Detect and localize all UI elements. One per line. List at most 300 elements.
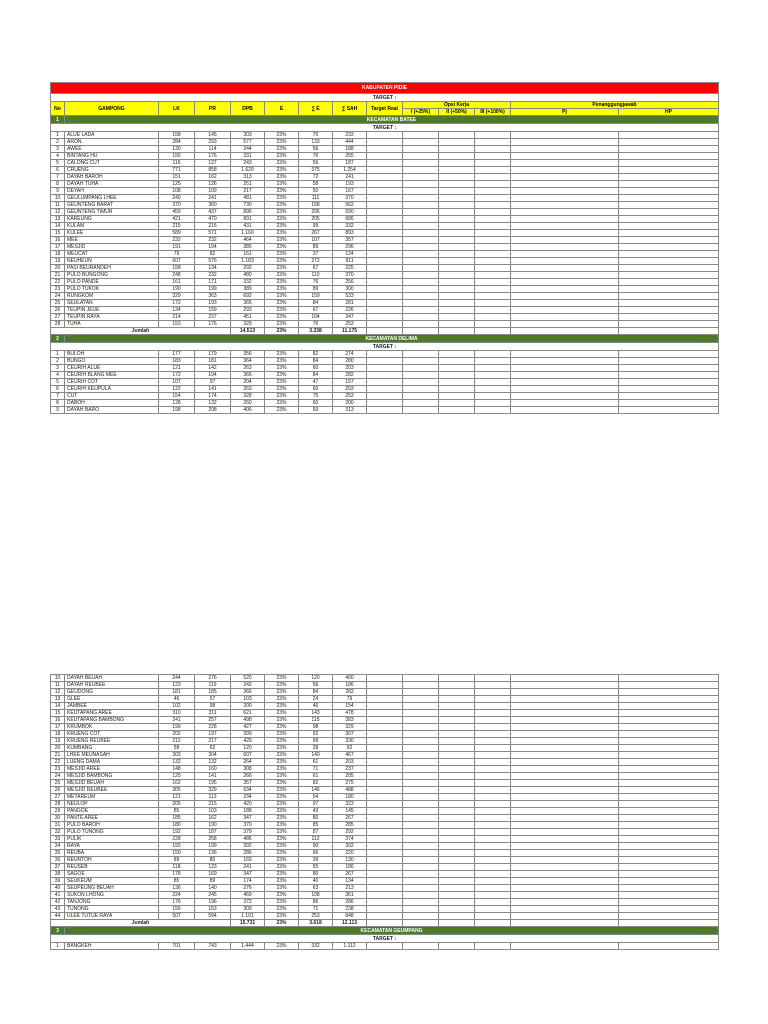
sum-sah-value: 374 <box>333 836 367 843</box>
opsi-2-cell <box>439 864 475 871</box>
sum-sah-value: 302 <box>333 843 367 850</box>
e-percent: 23% <box>265 202 299 209</box>
row-no: 15 <box>51 230 65 237</box>
gampong-name: PULO TUNONG <box>65 829 159 836</box>
gampong-name: JAMBEE <box>65 703 159 710</box>
hp-cell <box>619 738 719 745</box>
table-row <box>51 286 719 293</box>
target-label: TARGET : <box>51 94 719 102</box>
gampong-name: MESJID REUBEE <box>65 787 159 794</box>
hp-cell <box>619 864 719 871</box>
table-row <box>51 407 719 414</box>
opsi-3-cell <box>475 258 511 265</box>
sum-sah-value: 280 <box>333 358 367 365</box>
e-percent: 23% <box>265 878 299 885</box>
hp-cell <box>619 393 719 400</box>
empty-cell <box>439 328 475 335</box>
table-row <box>51 829 719 836</box>
dpb-value: 347 <box>231 815 265 822</box>
sum-sah-value: 267 <box>333 815 367 822</box>
opsi-1-cell <box>403 300 439 307</box>
sum-e-value: 332 <box>299 943 333 950</box>
row-no: 24 <box>51 293 65 300</box>
header-opsi-1: I (+25%) <box>403 109 439 116</box>
table-row <box>51 153 719 160</box>
sum-sah-value: 187 <box>333 160 367 167</box>
gampong-name: KRUENG COT <box>65 731 159 738</box>
opsi-2-cell <box>439 745 475 752</box>
opsi-3-cell <box>475 358 511 365</box>
row-no: 2 <box>51 358 65 365</box>
target-real-cell <box>367 717 403 724</box>
sum-e-value: 89 <box>299 244 333 251</box>
gampong-name: GEUNTENG TIMUR <box>65 209 159 216</box>
pj-cell <box>511 696 619 703</box>
row-no: 23 <box>51 766 65 773</box>
gampong-name: TANJONG <box>65 899 159 906</box>
hp-cell <box>619 216 719 223</box>
target-real-cell <box>367 696 403 703</box>
header-opsi-3: III (+100%) <box>475 109 511 116</box>
lk-value: 181 <box>159 689 195 696</box>
sum-e-value: 61 <box>299 759 333 766</box>
opsi-2-cell <box>439 386 475 393</box>
opsi-3-cell <box>475 780 511 787</box>
lk-value: 158 <box>159 132 195 139</box>
hp-cell <box>619 794 719 801</box>
pj-cell <box>511 731 619 738</box>
sum-sah-value: 188 <box>333 146 367 153</box>
gampong-name: GEUNTENG BARAT <box>65 202 159 209</box>
opsi-3-cell <box>475 307 511 314</box>
gampong-name: NEUHEUN <box>65 258 159 265</box>
table-row <box>51 358 719 365</box>
opsi-2-cell <box>439 153 475 160</box>
lk-value: 284 <box>159 139 195 146</box>
gampong-name: KULAM <box>65 223 159 230</box>
pr-value: 171 <box>195 279 231 286</box>
pj-cell <box>511 780 619 787</box>
hp-cell <box>619 829 719 836</box>
gampong-name: PULO BUNGONG <box>65 272 159 279</box>
dpb-value: 464 <box>231 237 265 244</box>
opsi-2-cell <box>439 906 475 913</box>
opsi-1-cell <box>403 822 439 829</box>
lk-value: 370 <box>159 202 195 209</box>
dpb-value: 293 <box>231 307 265 314</box>
sum-e-value: 75 <box>299 393 333 400</box>
sum-sah-value: 167 <box>333 188 367 195</box>
opsi-2-cell <box>439 365 475 372</box>
opsi-3-cell <box>475 272 511 279</box>
sum-sah-value: 323 <box>333 801 367 808</box>
row-no: 13 <box>51 696 65 703</box>
pj-cell <box>511 773 619 780</box>
pr-value: 228 <box>195 724 231 731</box>
lk-value: 701 <box>159 943 195 950</box>
gampong-name: TEUPIN JEUE <box>65 307 159 314</box>
sum-sah-value: 383 <box>333 717 367 724</box>
sum-e-value: 99 <box>299 223 333 230</box>
e-percent: 23% <box>265 351 299 358</box>
opsi-1-cell <box>403 710 439 717</box>
opsi-1-cell <box>403 682 439 689</box>
sum-e-value: 67 <box>299 265 333 272</box>
kecamatan-row <box>51 116 719 124</box>
opsi-2-cell <box>439 801 475 808</box>
pj-cell <box>511 351 619 358</box>
hp-cell <box>619 400 719 407</box>
dpb-value: 1.160 <box>231 230 265 237</box>
table-row <box>51 843 719 850</box>
target-real-cell <box>367 209 403 216</box>
opsi-3-cell <box>475 850 511 857</box>
target-label: TARGET : <box>51 935 719 943</box>
opsi-2-cell <box>439 321 475 328</box>
gampong-name: DAYAH BEUAH <box>65 675 159 682</box>
hp-cell <box>619 899 719 906</box>
opsi-3-cell <box>475 188 511 195</box>
hp-cell <box>619 906 719 913</box>
hp-cell <box>619 787 719 794</box>
opsi-3-cell <box>475 906 511 913</box>
row-no: 21 <box>51 752 65 759</box>
table-row <box>51 167 719 174</box>
e-percent: 23% <box>265 209 299 216</box>
lk-value: 192 <box>159 829 195 836</box>
opsi-3-cell <box>475 943 511 950</box>
target-real-cell <box>367 752 403 759</box>
sum-sah-value: 313 <box>333 407 367 414</box>
table-row <box>51 188 719 195</box>
pr-value: 208 <box>195 407 231 414</box>
table-row <box>51 400 719 407</box>
table-row <box>51 237 719 244</box>
lk-value: 123 <box>159 682 195 689</box>
opsi-3-cell <box>475 386 511 393</box>
row-no: 12 <box>51 209 65 216</box>
pr-value: 232 <box>195 237 231 244</box>
sum-sah-value: 347 <box>333 314 367 321</box>
pr-value: 195 <box>195 780 231 787</box>
row-no: 33 <box>51 836 65 843</box>
row-no: 11 <box>51 202 65 209</box>
lk-value: 150 <box>159 850 195 857</box>
lk-value: 121 <box>159 794 195 801</box>
gampong-name: KEUTAPANG BAMBONG <box>65 717 159 724</box>
pj-cell <box>511 146 619 153</box>
opsi-2-cell <box>439 794 475 801</box>
e-percent: 23% <box>265 188 299 195</box>
table-row <box>51 878 719 885</box>
hp-cell <box>619 885 719 892</box>
e-percent: 23% <box>265 696 299 703</box>
e-percent: 23% <box>265 689 299 696</box>
dpb-value: 260 <box>231 400 265 407</box>
e-percent: 23% <box>265 358 299 365</box>
sum-e-value: 24 <box>299 696 333 703</box>
target-real-cell <box>367 386 403 393</box>
opsi-2-cell <box>439 372 475 379</box>
opsi-1-cell <box>403 279 439 286</box>
empty-cell <box>619 920 719 927</box>
jumlah-e: 23% <box>265 920 299 927</box>
header-opsi-2: II (+50%) <box>439 109 475 116</box>
pj-cell <box>511 943 619 950</box>
pj-cell <box>511 265 619 272</box>
opsi-1-cell <box>403 167 439 174</box>
table-row <box>51 745 719 752</box>
sum-e-value: 61 <box>299 773 333 780</box>
sum-sah-value: 911 <box>333 258 367 265</box>
lk-value: 79 <box>159 251 195 258</box>
opsi-2-cell <box>439 822 475 829</box>
dpb-value: 188 <box>231 808 265 815</box>
lk-value: 185 <box>159 815 195 822</box>
dpb-value: 234 <box>231 794 265 801</box>
opsi-1-cell <box>403 293 439 300</box>
hp-cell <box>619 815 719 822</box>
e-percent: 23% <box>265 787 299 794</box>
opsi-3-cell <box>475 801 511 808</box>
sum-e-value: 71 <box>299 766 333 773</box>
opsi-2-cell <box>439 871 475 878</box>
sum-e-value: 67 <box>299 307 333 314</box>
table-row <box>51 321 719 328</box>
lk-value: 205 <box>159 801 195 808</box>
e-percent: 23% <box>265 871 299 878</box>
opsi-2-cell <box>439 393 475 400</box>
row-no: 22 <box>51 759 65 766</box>
opsi-3-cell <box>475 808 511 815</box>
opsi-2-cell <box>439 892 475 899</box>
row-no: 24 <box>51 773 65 780</box>
pj-cell <box>511 752 619 759</box>
sum-e-value: 70 <box>299 132 333 139</box>
header-pj: Pj <box>511 109 619 116</box>
gampong-name: ARON <box>65 139 159 146</box>
row-no: 17 <box>51 244 65 251</box>
gampong-name: KRUENG REUBEE <box>65 738 159 745</box>
table-row <box>51 906 719 913</box>
pj-cell <box>511 913 619 920</box>
hp-cell <box>619 717 719 724</box>
lk-value: 116 <box>159 160 195 167</box>
hp-cell <box>619 300 719 307</box>
gampong-name: BINTANG HU <box>65 153 159 160</box>
gampong-name: KEUTAPANG AREE <box>65 710 159 717</box>
empty-cell <box>439 920 475 927</box>
opsi-3-cell <box>475 321 511 328</box>
opsi-1-cell <box>403 160 439 167</box>
target-real-cell <box>367 724 403 731</box>
hp-cell <box>619 286 719 293</box>
opsi-2-cell <box>439 850 475 857</box>
row-no: 18 <box>51 251 65 258</box>
opsi-2-cell <box>439 132 475 139</box>
sum-sah-value: 256 <box>333 279 367 286</box>
hp-cell <box>619 174 719 181</box>
opsi-3-cell <box>475 815 511 822</box>
empty-cell <box>619 328 719 335</box>
pr-value: 594 <box>195 913 231 920</box>
e-percent: 23% <box>265 738 299 745</box>
row-no: 31 <box>51 822 65 829</box>
header-no: No <box>51 102 65 116</box>
opsi-2-cell <box>439 759 475 766</box>
opsi-1-cell <box>403 393 439 400</box>
sum-e-value: 267 <box>299 230 333 237</box>
lk-value: 199 <box>159 724 195 731</box>
opsi-1-cell <box>403 379 439 386</box>
pr-value: 119 <box>195 682 231 689</box>
target-real-cell <box>367 314 403 321</box>
pr-value: 142 <box>195 365 231 372</box>
row-no: 32 <box>51 829 65 836</box>
pj-cell <box>511 293 619 300</box>
opsi-3-cell <box>475 286 511 293</box>
opsi-2-cell <box>439 139 475 146</box>
opsi-1-cell <box>403 745 439 752</box>
pr-value: 215 <box>195 801 231 808</box>
gampong-name: PULO PANDE <box>65 279 159 286</box>
pr-value: 217 <box>195 738 231 745</box>
sum-sah-value: 186 <box>333 864 367 871</box>
dpb-value: 634 <box>231 787 265 794</box>
pj-cell <box>511 209 619 216</box>
dpb-value: 120 <box>231 745 265 752</box>
opsi-2-cell <box>439 307 475 314</box>
e-percent: 23% <box>265 864 299 871</box>
dpb-value: 169 <box>231 857 265 864</box>
lk-value: 130 <box>159 146 195 153</box>
target-real-cell <box>367 251 403 258</box>
dpb-value: 308 <box>231 766 265 773</box>
sum-sah-value: 329 <box>333 724 367 731</box>
opsi-2-cell <box>439 181 475 188</box>
hp-cell <box>619 351 719 358</box>
hp-cell <box>619 843 719 850</box>
opsi-3-cell <box>475 160 511 167</box>
opsi-2-cell <box>439 216 475 223</box>
e-percent: 23% <box>265 766 299 773</box>
target-real-cell <box>367 400 403 407</box>
lk-value: 58 <box>159 745 195 752</box>
opsi-2-cell <box>439 379 475 386</box>
pr-value: 80 <box>195 857 231 864</box>
row-no: 18 <box>51 731 65 738</box>
lk-value: 122 <box>159 386 195 393</box>
opsi-3-cell <box>475 314 511 321</box>
table-row <box>51 766 719 773</box>
e-percent: 23% <box>265 216 299 223</box>
table-row <box>51 372 719 379</box>
hp-cell <box>619 773 719 780</box>
sum-sah-value: 286 <box>333 899 367 906</box>
table-row <box>51 759 719 766</box>
sum-e-value: 104 <box>299 314 333 321</box>
e-percent: 23% <box>265 759 299 766</box>
target-real-cell <box>367 174 403 181</box>
opsi-2-cell <box>439 682 475 689</box>
row-no: 35 <box>51 850 65 857</box>
header-sum-sah: ∑ SAH <box>333 102 367 116</box>
opsi-3-cell <box>475 251 511 258</box>
pr-value: 363 <box>195 293 231 300</box>
lk-value: 132 <box>159 759 195 766</box>
opsi-1-cell <box>403 787 439 794</box>
target-row <box>51 343 719 351</box>
hp-cell <box>619 871 719 878</box>
e-percent: 23% <box>265 223 299 230</box>
pr-value: 576 <box>195 258 231 265</box>
target-real-cell <box>367 188 403 195</box>
opsi-1-cell <box>403 731 439 738</box>
hp-cell <box>619 836 719 843</box>
sum-sah-value: 370 <box>333 272 367 279</box>
lk-value: 248 <box>159 272 195 279</box>
e-percent: 23% <box>265 407 299 414</box>
opsi-3-cell <box>475 216 511 223</box>
e-percent: 23% <box>265 230 299 237</box>
pr-value: 185 <box>195 689 231 696</box>
gampong-name: GLEE <box>65 696 159 703</box>
opsi-2-cell <box>439 209 475 216</box>
opsi-2-cell <box>439 279 475 286</box>
row-no: 40 <box>51 885 65 892</box>
sum-sah-value: 690 <box>333 209 367 216</box>
e-percent: 23% <box>265 153 299 160</box>
opsi-1-cell <box>403 843 439 850</box>
jumlah-e: 23% <box>265 328 299 335</box>
sum-e-value: 82 <box>299 351 333 358</box>
pj-cell <box>511 675 619 682</box>
opsi-3-cell <box>475 379 511 386</box>
table-row <box>51 892 719 899</box>
sum-e-value: 272 <box>299 258 333 265</box>
dpb-value: 370 <box>231 822 265 829</box>
sum-e-value: 111 <box>299 195 333 202</box>
empty-cell <box>367 920 403 927</box>
dpb-value: 328 <box>231 393 265 400</box>
gampong-name: ALUE LADA <box>65 132 159 139</box>
row-no: 42 <box>51 899 65 906</box>
dpb-value: 406 <box>231 407 265 414</box>
sum-e-value: 98 <box>299 724 333 731</box>
table-row <box>51 794 719 801</box>
opsi-3-cell <box>475 696 511 703</box>
pr-value: 196 <box>195 899 231 906</box>
row-no: 26 <box>51 787 65 794</box>
table-row <box>51 696 719 703</box>
table-row <box>51 181 719 188</box>
hp-cell <box>619 766 719 773</box>
gampong-name: SEUPEUNG BEUAH <box>65 885 159 892</box>
opsi-2-cell <box>439 293 475 300</box>
target-real-cell <box>367 358 403 365</box>
dpb-value: 263 <box>231 386 265 393</box>
pr-value: 329 <box>195 787 231 794</box>
opsi-1-cell <box>403 258 439 265</box>
lk-value: 172 <box>159 300 195 307</box>
opsi-2-cell <box>439 808 475 815</box>
target-real-cell <box>367 258 403 265</box>
target-real-cell <box>367 167 403 174</box>
target-real-cell <box>367 885 403 892</box>
lk-value: 136 <box>159 885 195 892</box>
gampong-name: TUNONG <box>65 906 159 913</box>
sum-sah-value: 203 <box>333 759 367 766</box>
